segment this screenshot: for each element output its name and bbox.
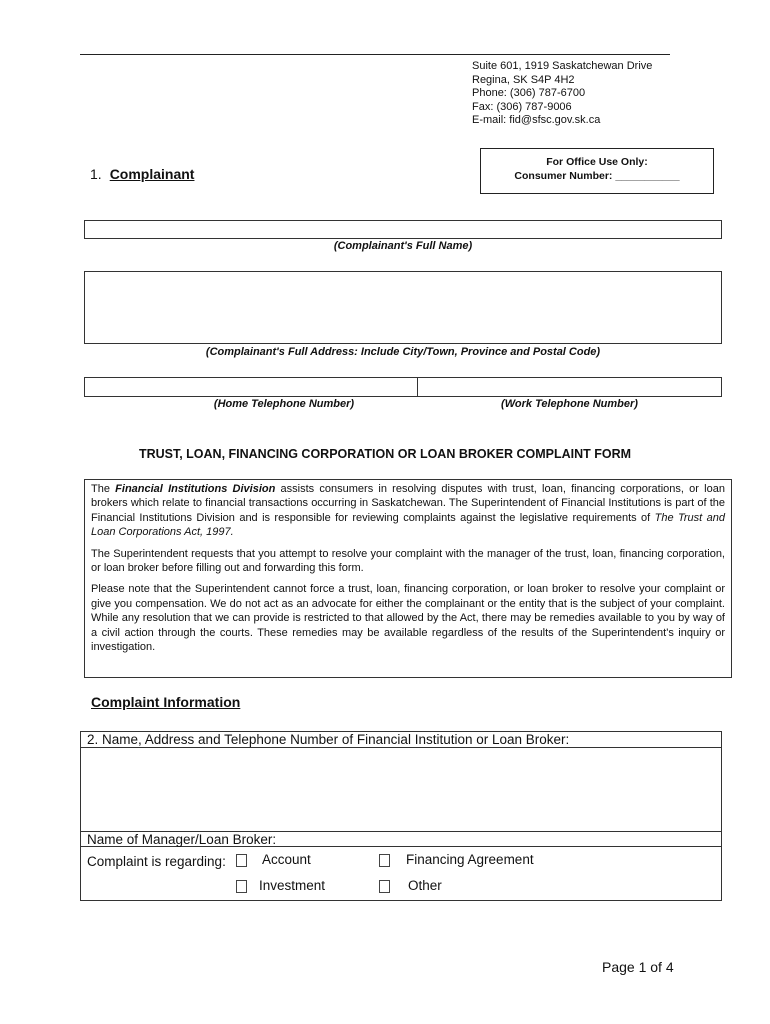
fax-line: Fax: (306) 787-9006 <box>472 100 572 113</box>
section-title: Complainant <box>109 166 195 182</box>
work-phone-field[interactable] <box>417 377 722 397</box>
home-phone-caption: (Home Telephone Number) <box>213 398 355 410</box>
other-option[interactable] <box>379 878 442 893</box>
full-name-caption: (Complainant's Full Name) <box>333 240 473 252</box>
phone-line: Phone: (306) 787-6700 <box>472 87 586 99</box>
financing-agreement-option[interactable] <box>379 852 534 867</box>
info-text: The <box>91 483 116 495</box>
investment-label: Investment <box>259 878 326 893</box>
investment-checkbox[interactable] <box>236 880 247 893</box>
office-address <box>472 60 652 128</box>
office-use-title: For Office Use Only: <box>546 156 648 168</box>
q2-label: 2. Name, Address and Telephone Number of Financial Institution or Loan Broker: <box>81 732 721 748</box>
office-use-box <box>480 148 714 194</box>
info-paragraph-3: Please note that the Superintendent cannot force a trust, loan, financing corporation, or loan broker to resolve your complaint or give you compensation. We do not act as an advocate for either the complainant or the entity that is the subject of your complaint. While any resolution that we can provide is restricted to that allowed by the Act, there may be remedies available to you by way of a civil action through the courts. These remedies may be available regardless of the results of the Superintendent's inquiry or investigation. <box>91 583 725 654</box>
account-checkbox[interactable] <box>236 854 247 867</box>
other-checkbox[interactable] <box>379 880 390 893</box>
manager-name-field[interactable] <box>81 831 721 847</box>
consumer-number-label: Consumer Number: ___________ <box>514 170 680 182</box>
info-paragraph-2: The Superintendent requests that you attempt to resolve your complaint with the manager of the trust, loan, financing corporation, or loan broker before filling out and forwarding this form. <box>91 547 725 575</box>
regarding-label: Complaint is regarding: <box>87 854 226 869</box>
header-rule <box>80 54 670 55</box>
section-number: 1. <box>90 166 102 182</box>
account-label: Account <box>262 852 311 867</box>
investment-option[interactable] <box>236 878 325 893</box>
info-box <box>84 479 732 678</box>
account-option[interactable] <box>236 852 311 867</box>
complaint-info-heading: Complaint Information <box>91 694 241 710</box>
full-address-caption: (Complainant's Full Address: Include City/Town, Province and Postal Code) <box>205 346 601 358</box>
address-line: Suite 601, 1919 Saskatchewan Drive <box>472 60 653 72</box>
work-phone-caption: (Work Telephone Number) <box>501 398 638 410</box>
other-label: Other <box>408 878 442 893</box>
home-phone-field[interactable] <box>84 377 418 397</box>
info-text: assists consumers in resolving disputes with trust, loan, financing corporations, or loan brokers which relate to financial transactions occurring in Saskatchewan. The Superintendent of Financial Institutions is part of the Financial Institutions Division and is responsible for reviewing complaints against the legislative requirements of <box>91 483 725 524</box>
info-paragraph-1 <box>91 482 725 540</box>
financing-agreement-checkbox[interactable] <box>379 854 390 867</box>
act-name: The Trust and Loan Corporations Act, 1997. <box>91 511 725 539</box>
financing-agreement-label: Financing Agreement <box>406 852 534 867</box>
page-number: Page 1 of 4 <box>602 959 674 975</box>
full-name-field[interactable] <box>84 220 722 239</box>
email-line: E-mail: fid@sfsc.gov.sk.ca <box>472 114 601 126</box>
section-complainant-heading <box>90 166 194 182</box>
manager-label: Name of Manager/Loan Broker: <box>87 832 277 847</box>
full-address-field[interactable] <box>84 271 722 344</box>
division-name: Financial Institutions Division <box>115 483 276 495</box>
address-line: Regina, SK S4P 4H2 <box>472 73 575 86</box>
complaint-info-box <box>80 731 722 901</box>
form-title: TRUST, LOAN, FINANCING CORPORATION OR LOAN BROKER COMPLAINT FORM <box>138 447 632 461</box>
institution-details-field[interactable] <box>81 749 721 831</box>
